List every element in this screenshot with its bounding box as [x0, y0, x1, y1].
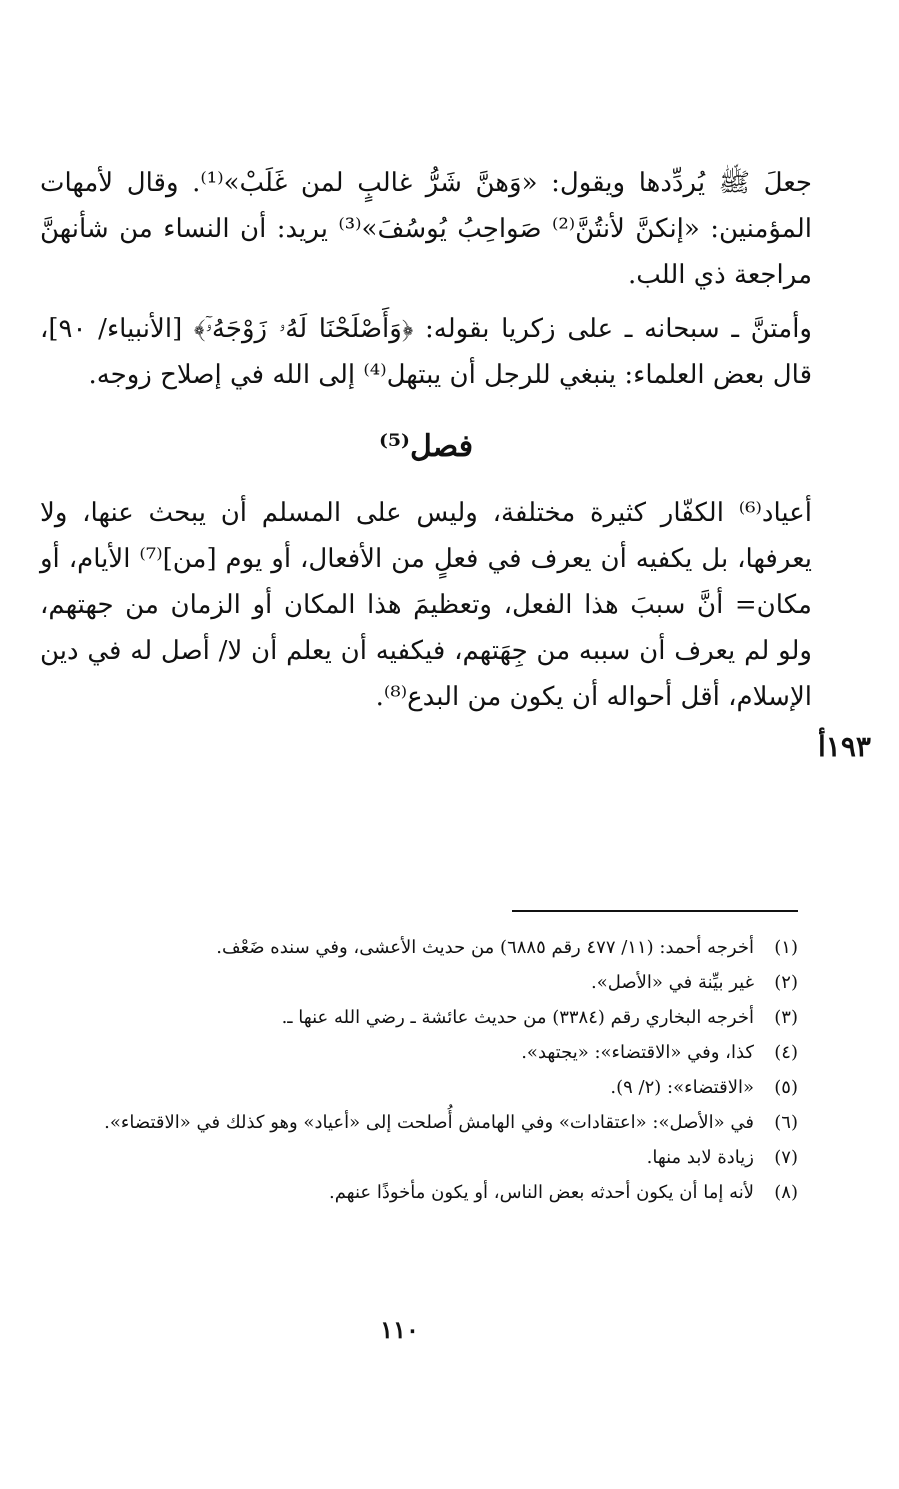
footnote-number: (١) — [774, 937, 798, 958]
footnote-divider — [512, 910, 798, 912]
paragraph-2: وأمتنَّ ـ سبحانه ـ على زكريا بقوله: ﴿وَأَصْلَحْنَا لَهُۥ زَوْجَهُۥٓ﴾ [الأنبياء/ ٩٠]، قال بعض العلماء: ينبغي للرجل أن يبتهل⁽⁴⁾ إلى الله في إصلاح زوجه. — [40, 314, 812, 390]
footnote-text: «الاقتضاء»: (٢/ ٩). — [610, 1077, 754, 1098]
footnote-number: (٨) — [774, 1182, 798, 1203]
footnote-item — [40, 930, 798, 965]
footnote-item — [40, 1000, 798, 1035]
footnote-number: (٧) — [774, 1147, 798, 1168]
footnote-text: أخرجه أحمد: (١١/ ٤٧٧ رقم ٦٨٨٥) من حديث الأعشى، وفي سنده ضَعْف. — [216, 937, 754, 958]
section-paragraph: أعياد⁽⁶⁾ الكفّار كثيرة مختلفة، وليس على المسلم أن يبحث عنها، ولا يعرفها، بل يكفيه أن يعرف في فعلٍ من الأفعال، أو يوم [من]⁽⁷⁾ الأيام، أو مكان= أنَّ سببَ هذا الفعل، وتعظيمَ هذا المكان أو الزمان من جهتهم، ولو لم يعرف أن سببه من جِهَتهم، فيكفيه أن يعلم أن لا/ أصل له في دين الإسلام، أقل أحواله أن يكون من البدع⁽⁸⁾. — [40, 498, 812, 712]
footnote-number: (٣) — [774, 1007, 798, 1028]
footnotes — [40, 930, 798, 1210]
footnote-text: لأنه إما أن يكون أحدثه بعض الناس، أو يكون مأخوذًا عنهم. — [328, 1182, 754, 1203]
footnote-number: (٤) — [774, 1042, 798, 1063]
footnote-number: (٦) — [774, 1112, 798, 1133]
footnote-number: (٢) — [774, 972, 798, 993]
footnote-text: في «الأصل»: «اعتقادات» وفي الهامش أُصلحت إلى «أعياد» وهو كذلك في «الاقتضاء». — [104, 1112, 754, 1133]
main-text — [40, 160, 812, 720]
footnote-text: غير بيِّنة في «الأصل». — [590, 972, 754, 993]
footnote-item — [40, 965, 798, 1000]
footnote-item — [40, 1070, 798, 1105]
footnote-item — [40, 1175, 798, 1210]
footnote-item — [40, 1035, 798, 1070]
footnote-number: (٥) — [774, 1077, 798, 1098]
page-number: ١١٠ — [380, 1315, 419, 1344]
footnote-text: كذا، وفي «الاقتضاء»: «يجتهد». — [521, 1042, 754, 1063]
section-heading: فصل⁽⁵⁾ — [378, 429, 474, 464]
paragraph-1: جعلَ ﷺ يُردِّدها ويقول: «وَهنَّ شَرُّ غالبٍ لمن غَلَبْ»⁽¹⁾. وقال لأمهات المؤمنين: «إنكنَّ لأنتُنَّ⁽²⁾ صَواحِبُ يُوسُفَ»⁽³⁾ يريد: أن النساء من شأنهنَّ مراجعة ذي اللب. — [40, 168, 812, 290]
footnote-text: أخرجه البخاري رقم (٣٣٨٤) من حديث عائشة ـ رضي الله عنها ـ. — [281, 1007, 754, 1028]
footnote-item — [40, 1140, 798, 1175]
manuscript-margin-reference: ١٩٣أ — [818, 730, 871, 763]
footnote-item — [40, 1105, 798, 1140]
footnote-text: زيادة لابد منها. — [646, 1147, 754, 1168]
